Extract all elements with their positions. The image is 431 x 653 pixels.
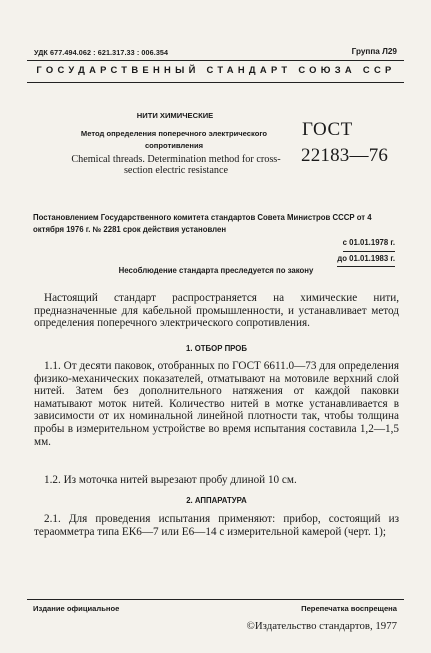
subtitle-russian: Метод определения поперечного электрического сопротивления: [80, 129, 268, 150]
title-russian: НИТИ ХИМИЧЕСКИЕ: [136, 111, 214, 120]
state-standard-banner: ГОСУДАРСТВЕННЫЙ СТАНДАРТ СОЮЗА ССР: [36, 64, 396, 75]
section-1-heading: 1. ОТБОР ПРОБ: [186, 344, 247, 353]
official-edition-note: Издание официальное: [33, 604, 120, 613]
paragraph-2-1: 2.1. Для проведения испытания применяют: прибор, состоящий из тераомметра типа ЕК6—7 или Е6—14 с измерительной камерой (черт. 1);: [34, 513, 399, 538]
paragraph-1-2: 1.2. Из моточка нитей вырезают пробу длиной 10 см.: [44, 474, 297, 486]
intro-paragraph: Настоящий стандарт распространяется на химические нити, предназначенные для кабельной промышленности, и устанавливает метод определения поперечного электрического сопротивления.: [34, 292, 399, 330]
reprint-prohibited-note: Перепечатка воспрещена: [301, 604, 397, 613]
validity-dates: [337, 236, 395, 267]
gost-label: ГОСТ: [302, 119, 353, 140]
group-code: Группа Л29: [351, 47, 397, 56]
footer-rule: [27, 599, 404, 600]
header-rule-bottom: [27, 82, 404, 83]
date-from: с 01.01.1978 г.: [343, 236, 395, 252]
title-english: Chemical threads. Determination method for cross-section electric resistance: [71, 154, 281, 176]
section-2-heading: 2. АППАРАТУРА: [186, 496, 247, 505]
copyright-line: ©Издательство стандартов, 1977: [246, 620, 397, 632]
paragraph-1-1: 1.1. От десяти паковок, отобранных по ГОСТ 6611.0—73 для определения физико-механических показателей, отматывают на мотовиле верхний слой нитей. Затем без дополнительного натяжения от каждой паковки наматывают моток нитей. Количество нитей в мотке устанавливается в зависимости от их номинальной линейной плотности так, чтобы толщина пробы в измерительном устройстве во время испытания составила 1,2—1,5 мм.: [34, 360, 399, 448]
udk-code: УДК 677.494.062 : 621.317.33 : 006.354: [34, 48, 169, 57]
legal-warning: Несоблюдение стандарта преследуется по закону: [118, 266, 314, 275]
decree-text: Постановлением Государственного комитета стандартов Совета Министров СССР от 4 октября 1976 г. № 2281 срок действия установлен: [33, 213, 372, 234]
date-to: до 01.01.1983 г.: [337, 252, 395, 268]
gost-number: 22183—76: [301, 145, 389, 166]
header-rule-top: [27, 60, 404, 61]
